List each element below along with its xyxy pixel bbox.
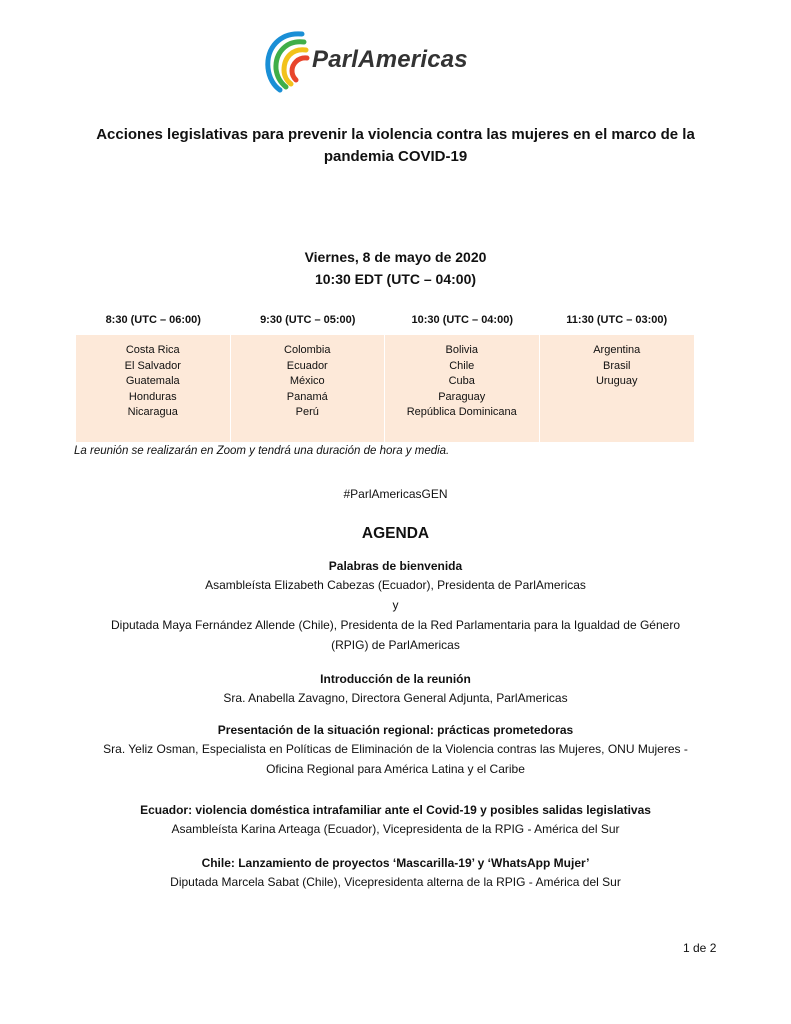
agenda-item [40,854,751,892]
document-title: Acciones legislativas para prevenir la violencia contra las mujeres en el marco de la pandemia COVID-19 [96,126,695,165]
agenda-item-title: Palabras de bienvenida [328,559,463,573]
countries-cell [231,335,386,442]
agenda-item-title: Presentación de la situación regional: prácticas prometedoras [217,723,574,737]
countries-row [76,335,694,442]
agenda-item [40,557,751,655]
country: República Dominicana [406,406,517,419]
country: México [289,375,325,388]
country: El Salvador [124,359,181,372]
time-zone-header: 8:30 (UTC – 06:00) [105,314,201,326]
country: Costa Rica [125,344,180,356]
agenda-item-title: Chile: Lanzamiento de proyectos ‘Mascarilla-19’ y ‘WhatsApp Mujer’ [201,856,590,870]
agenda-item-line: Diputada Marcela Sabat (Chile), Vicepresidenta alterna de la RPIG - América del Sur [170,875,621,889]
agenda-item-title: Introducción de la reunión [320,672,471,686]
time-zone-header: 10:30 (UTC – 04:00) [411,314,513,326]
agenda-item [40,801,751,839]
event-time: 10:30 EDT (UTC – 04:00) [314,271,477,287]
time-zone-header: 9:30 (UTC – 05:00) [260,314,356,326]
parlamericas-logo [262,26,494,94]
country: Guatemala [125,375,180,388]
agenda-item-title: Ecuador: violencia doméstica intrafamiliar ante el Covid-19 y posibles salidas legislativas [140,803,651,817]
agenda-item-line: Asambleísta Elizabeth Cabezas (Ecuador), Presidenta de ParlAmericas [205,578,586,592]
country: Nicaragua [127,406,178,419]
page-number: 1 de 2 [683,941,717,955]
agenda-heading: AGENDA [361,525,430,542]
meeting-note: La reunión se realizarán en Zoom y tendrá una duración de hora y media. [74,445,450,457]
agenda-item-line: Oficina Regional para América Latina y el Caribe [266,762,525,776]
time-zone-header: 11:30 (UTC – 03:00) [566,314,668,326]
country: Ecuador [286,359,328,372]
time-zone-header-row [76,307,694,335]
country: Honduras [128,390,177,403]
country: Chile [449,359,475,372]
agenda-item-line: Sra. Yeliz Osman, Especialista en Políticas de Eliminación de la Violencia contras las Mujeres, ONU Mujeres - [103,742,688,756]
agenda-item-line: Diputada Maya Fernández Allende (Chile), Presidenta de la Red Parlamentaria para la Igualdad de Género [110,618,680,632]
country: Argentina [593,344,641,356]
country: Uruguay [595,375,638,388]
country: Cuba [448,375,475,388]
hashtag: #ParlAmericasGEN [343,487,448,501]
country: Panamá [286,390,328,403]
agenda-item-line: y [392,598,399,612]
country: Colombia [284,344,331,356]
country: Bolivia [445,344,478,356]
agenda-item [40,670,751,708]
agenda-item-line: (RPIG) de ParlAmericas [331,638,460,652]
agenda-item-line: Asambleísta Karina Arteaga (Ecuador), Vicepresidenta de la RPIG - América del Sur [171,822,620,836]
event-date: Viernes, 8 de mayo de 2020 [304,249,487,265]
logo-wordmark: ParlAmericas [312,46,468,73]
country: Brasil [602,359,631,372]
countries-cell [76,335,231,442]
time-zone-table [76,307,694,442]
agenda-item [40,721,751,779]
agenda-item-line: Sra. Anabella Zavagno, Directora General Adjunta, ParlAmericas [223,691,568,705]
country: Paraguay [438,390,486,403]
countries-cell [540,335,695,442]
countries-cell [385,335,540,442]
country: Perú [295,406,319,419]
